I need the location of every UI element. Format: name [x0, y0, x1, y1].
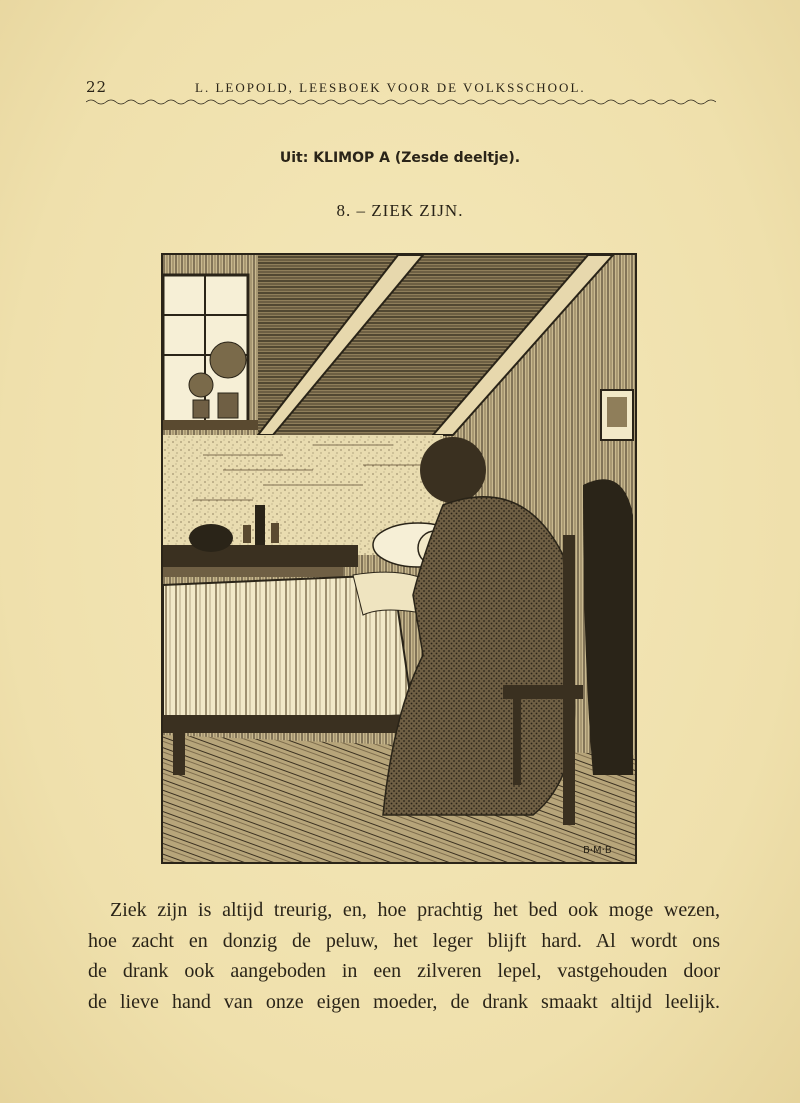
- engraving-drawing: [163, 255, 635, 862]
- engraving-sick-child: [161, 253, 637, 864]
- header-wavy-rule: [86, 98, 716, 106]
- body-line: de lieve hand van onze eigen moeder, de drank smaakt altijd leelijk.: [88, 990, 720, 1013]
- chapter-title: 8. – ZIEK ZIJN.: [336, 201, 464, 220]
- artist-signature: B·M·B: [583, 845, 612, 856]
- body-line: de drank ook aangeboden in een zilveren lepel, vastgehouden door: [88, 960, 720, 982]
- body-line: hoe zacht en donzig de peluw, het leger blijft hard. Al wordt ons: [88, 929, 720, 952]
- source-line: Uit: KLIMOP A (Zesde deeltje).: [279, 150, 521, 166]
- page-number: 22: [86, 78, 108, 96]
- running-head: L. LEOPOLD, LEESBOEK VOOR DE VOLKSSCHOOL.: [195, 80, 586, 95]
- body-paragraph: [88, 895, 720, 1017]
- body-line: Ziek zijn is altijd treurig, en, hoe prachtig het bed ook moge wezen,: [110, 899, 720, 921]
